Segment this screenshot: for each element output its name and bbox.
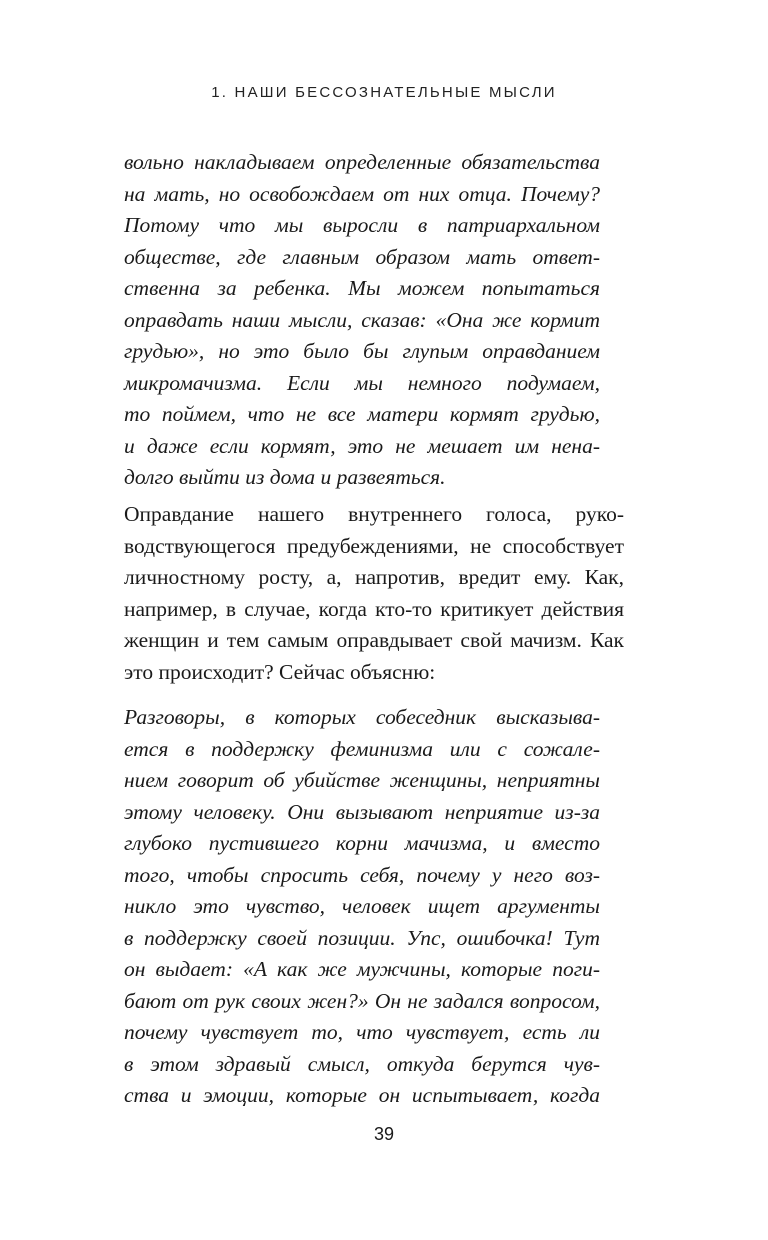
paragraph-line: водствующегося предубеждениями, не способствует bbox=[124, 533, 624, 558]
paragraph-line: Оправдание нашего внутреннего голоса, руко- bbox=[124, 502, 624, 526]
quote-line: долго выйти из дома и развеяться. bbox=[124, 465, 446, 489]
quote-line: то поймем, что не все матери кормят грудью, bbox=[124, 402, 600, 426]
quote-line: обществе, где главным образом мать ответ- bbox=[124, 244, 600, 269]
paragraph-line: женщин и тем самым оправдывает свой мачизм. Как bbox=[124, 628, 624, 652]
paragraph-line: например, в случае, когда кто-то критикует действия bbox=[124, 596, 624, 621]
quote-line: на мать, но освобождаем от них отца. Почему? bbox=[124, 181, 600, 206]
quote-line: нием говорит об убийстве женщины, неприятны bbox=[124, 768, 600, 792]
quote-line: в этом здравый смысл, откуда берутся чув- bbox=[124, 1051, 600, 1076]
quote-line: никло это чувство, человек ищет аргументы bbox=[124, 894, 600, 918]
quote-block-2 bbox=[124, 702, 600, 1112]
paragraph-line: личностному росту, а, напротив, вредит ему. Как, bbox=[124, 565, 624, 589]
quote-line: вольно накладываем определенные обязательства bbox=[124, 150, 600, 174]
quote-line: ственна за ребенка. Мы можем попытаться bbox=[124, 276, 600, 300]
quote-line: ется в поддержку феминизма или с сожале- bbox=[124, 736, 600, 761]
quote-line: Потому что мы выросли в патриархальном bbox=[124, 213, 600, 237]
quote-line: этому человеку. Они вызывают неприятие из-за bbox=[124, 799, 600, 824]
body-paragraph bbox=[124, 499, 624, 688]
quote-block-1 bbox=[124, 147, 600, 494]
quote-line: оправдать наши мысли, сказав: «Она же кормит bbox=[124, 307, 600, 332]
running-head: 1. НАШИ БЕССОЗНАТЕЛЬНЫЕ МЫСЛИ bbox=[211, 84, 557, 101]
quote-line: микромачизма. Если мы немного подумаем, bbox=[124, 370, 600, 395]
quote-line: и даже если кормят, это не мешает им нена- bbox=[124, 433, 600, 458]
paragraph-line: это происходит? Сейчас объясню: bbox=[124, 659, 436, 684]
quote-line: бают от рук своих жен?» Он не задался вопросом, bbox=[124, 988, 600, 1013]
quote-line: Разговоры, в которых собеседник высказыва- bbox=[124, 705, 600, 729]
quote-line: того, чтобы спросить себя, почему у него воз- bbox=[124, 862, 600, 887]
quote-line: он выдает: «А как же мужчины, которые поги- bbox=[124, 957, 600, 981]
quote-line: грудью», но это было бы глупым оправданием bbox=[124, 339, 600, 363]
quote-line: в поддержку своей позиции. Упс, ошибочка! Тут bbox=[124, 925, 600, 950]
quote-line: почему чувствует то, что чувствует, есть ли bbox=[124, 1020, 600, 1044]
quote-line: глубоко пустившего корни мачизма, и вместо bbox=[124, 831, 600, 855]
quote-line: ства и эмоции, которые он испытывает, когда bbox=[124, 1083, 600, 1107]
page-number: 39 bbox=[373, 1124, 395, 1144]
